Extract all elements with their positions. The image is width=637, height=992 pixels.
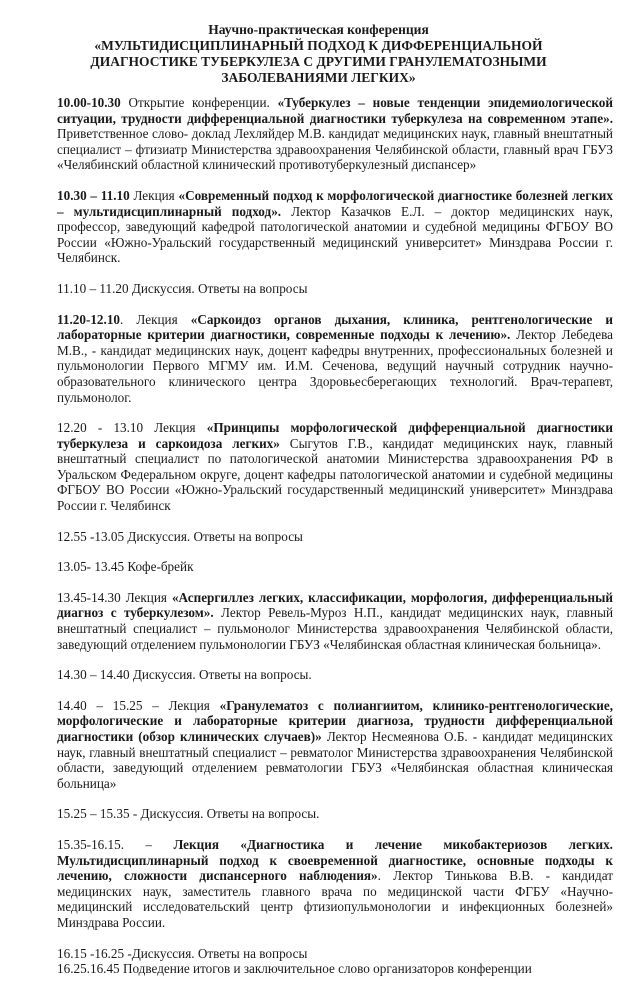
item-intro: Лекция <box>129 187 179 203</box>
program-item-discussion-2 <box>57 529 613 545</box>
item-speaker: Лектор Ревель-Муроз Н.П., кандидат медицинских наук, главный внештатный специалист – пульмонолог Министерства здравоохранения Челябинской области, заведующий отделением пульмонологии ГБУЗ «Челябинская областная клиническая больница». <box>57 605 613 652</box>
item-intro: 15.35-16.15. – <box>57 836 174 852</box>
program-item-lecture-mycobacteriosis <box>57 837 613 931</box>
item-speaker: Лектор Несмеянова О.Б. - кандидат медицинских наук, главный внештатный специалист – ревматолог Министерства здравоохранения Челябинской области, заведующий отделением ревматологии ГБУЗ «Челябинская областная клиническая больница» <box>57 729 613 791</box>
item-text: 15.25 – 15.35 - Дискуссия. Ответы на вопросы. <box>57 806 320 822</box>
item-intro: . Лекция <box>120 311 191 327</box>
item-speaker: Сыгутов Г.В., кандидат медицинских наук, главный внештатный специалист по патологической анатомии Министерства здравоохранения РФ в Уральском Федеральном округе, доцент кафедры патологической анатомии и судебной медицины ФГБОУ ВО России «Южно-Уральский государственный медицинский университет» Минздрава России г. Челябинск <box>57 435 613 514</box>
item-intro: Открытие конференции. <box>120 95 278 110</box>
item-time: 10.00-10.30 <box>57 95 121 110</box>
program-item-closing <box>57 961 613 977</box>
item-time: 10.30 – 11.10 <box>57 187 130 203</box>
program-item-lecture-granulomatosis <box>57 698 613 792</box>
conference-type: Научно-практическая конференция <box>208 22 429 37</box>
item-topic: «Принципы морфологической дифференциальной диагностики туберкулеза и саркоидоза легких» <box>57 420 613 451</box>
item-time: 11.20-12.10 <box>57 311 121 327</box>
program-item-lecture-sarcoidosis <box>57 312 613 406</box>
program-item-coffee-break <box>57 559 613 575</box>
item-topic: Лекция «Диагностика и лечение микобактериозов легких. Мультидисциплинарный подход к своевременной диагностике, основные подходы к лечению, сложности диспансерного наблюдения» <box>57 836 613 884</box>
program-item-discussion-4 <box>57 806 613 822</box>
program-item-lecture-principles <box>57 420 613 514</box>
item-intro: 12.20 - 13.10 Лекция <box>57 420 207 436</box>
item-topic: «Аспергиллез легких, классификации, морфология, дифференциальный диагноз с туберкулезом». <box>57 589 614 621</box>
item-topic: «Современный подход к морфологической диагностике болезней легких – мультидисциплинарный подход». <box>57 187 613 219</box>
program-item-lecture-aspergillosis <box>57 590 613 652</box>
item-text: 16.15 -16.25 -Дискуссия. Ответы на вопросы <box>57 945 308 961</box>
item-topic: «Туберкулез – новые тенденции эпидемиологической ситуации, трудности дифференциальной диагностики туберкулеза на современном этапе». <box>57 95 614 126</box>
item-intro: 14.40 – 15.25 – Лекция <box>57 697 220 713</box>
item-topic: «Саркоидоз органов дыхания, клиника, рентгенологические и лабораторные критерии диагностики, современные подходы к лечению». <box>57 311 613 343</box>
item-speaker: Лектор Лебедева М.В., - кандидат медицинских наук, доцент кафедры внутренних, профессиональных болезней и пульмонологии Первого МГМУ им. И.М. Сеченова, ведущий научный сотрудник научно-образовательного клинического центра Здоровьесберегающих технологий. Врач-терапевт, пульмонолог. <box>57 327 613 405</box>
item-text: 13.05- 13.45 Кофе-брейк <box>57 559 194 575</box>
item-speaker: Приветственное слово- доклад Лехляйдер М.В. кандидат медицинских наук, главный внештатный специалист – фтизиатр Министерства здравоохранения Челябинской области, главный врач ГБУЗ «Челябинский областной клинический противотуберкулезный диспансер» <box>57 126 613 173</box>
program-item-discussion-1 <box>57 281 613 297</box>
item-text: 16.25.16.45 Подведение итогов и заключительное слово организаторов конференции <box>57 961 532 977</box>
item-speaker: Лектор Казачков Е.Л. – доктор медицинских наук, профессор, заведующий кафедрой патологической анатомии и судебной медицины ФГБОУ ВО России «Южно-Уральский государственный медицинский университет» Минздрава России г. Челябинск. <box>57 203 613 266</box>
item-intro: 13.45-14.30 Лекция <box>57 589 172 605</box>
conference-title: «МУЛЬТИДИСЦИПЛИНАРНЫЙ ПОДХОД К ДИФФЕРЕНЦИАЛЬНОЙ ДИАГНОСТИКЕ ТУБЕРКУЛЕЗА С ДРУГИМИ ГРАНУЛЕМАТОЗНЫМИ ЗАБОЛЕВАНИЯМИ ЛЕГКИХ» <box>90 38 547 85</box>
program-list <box>57 95 613 992</box>
program-item-discussion-5 <box>57 946 613 962</box>
program-item-discussion-3 <box>57 667 613 683</box>
item-speaker: . Лектор Тинькова В.В. - кандидат медицинских наук, заместитель главного врача по медицинской части ФГБУ «Научно-медицинский исследовательский центр фтизиопульмонологии и инфекционных болезней» Минздрава России. <box>57 868 613 930</box>
item-topic: «Гранулематоз с полиангиитом, клинико-рентгенологические, морфологические и лабораторные критерии диагноза, трудности дифференциальной диагностики (обзор клинических случаев)» <box>57 697 613 744</box>
item-text: 14.30 – 14.40 Дискуссия. Ответы на вопросы. <box>57 667 312 683</box>
item-text: 11.10 – 11.20 Дискуссия. Ответы на вопросы <box>57 280 308 296</box>
document-header <box>0 22 637 86</box>
item-text: 12.55 -13.05 Дискуссия. Ответы на вопросы <box>57 528 303 544</box>
program-item-opening <box>57 95 613 173</box>
program-item-lecture-morphology <box>57 188 613 266</box>
